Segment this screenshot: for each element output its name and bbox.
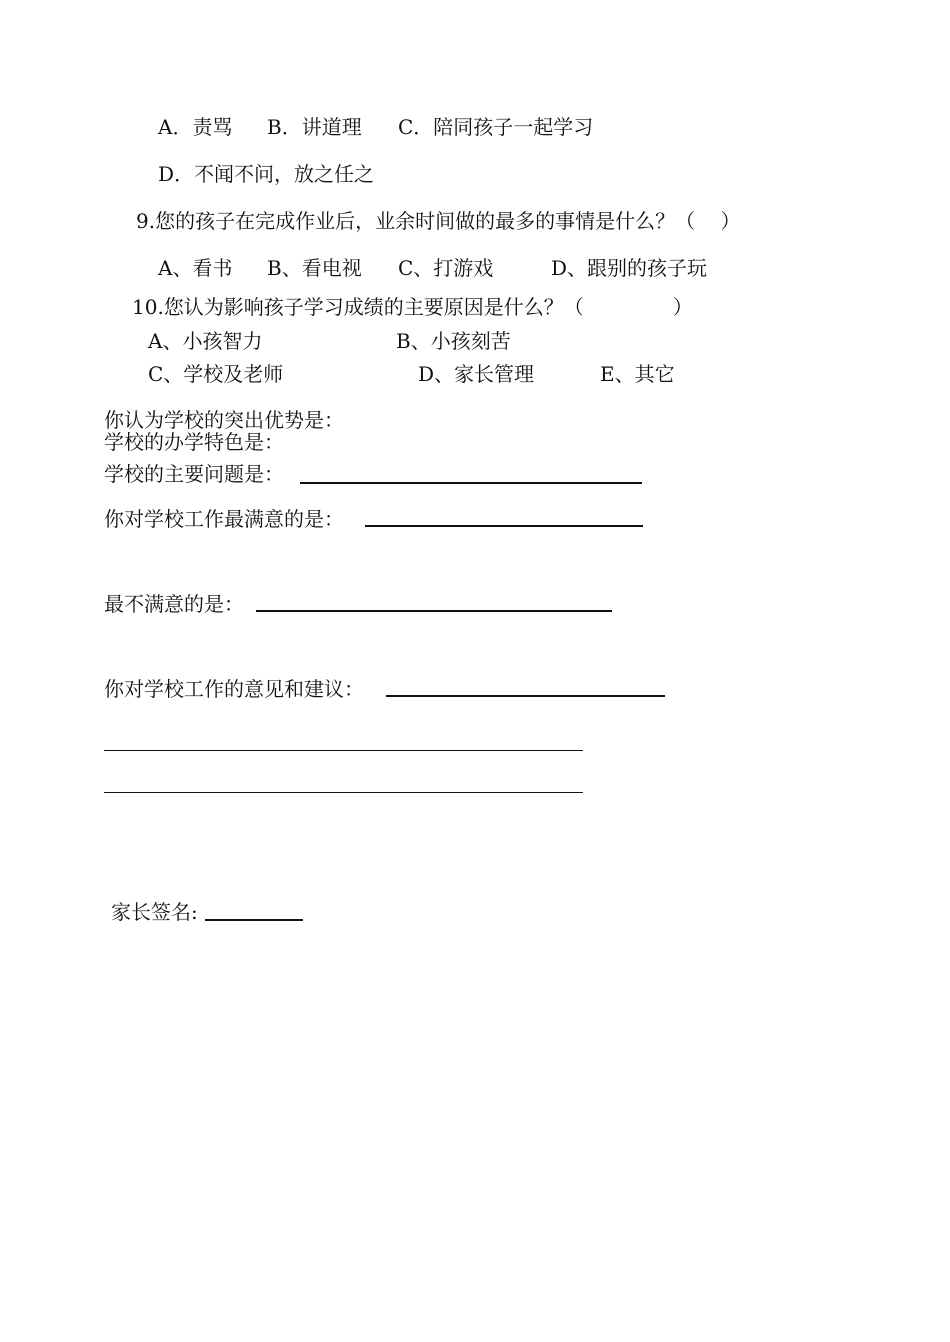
most-satisfied-label: 你对学校工作最满意的是： [104,507,344,531]
q9-question: 9.您的孩子在完成作业后，业余时间做的最多的事情是什么？（ ） [136,209,741,233]
q9-option-c: C、打游戏 [398,256,494,280]
q8-option-d: D．不闻不问，放之任之 [158,162,375,186]
least-satisfied-answer-line[interactable] [256,610,612,612]
most-satisfied-answer-line[interactable] [365,525,643,527]
suggestion-extra-line-1[interactable] [104,750,583,751]
q10-option-c: C、学校及老师 [148,362,284,386]
advantage-label: 你认为学校的突出优势是： [104,408,344,432]
feature-label: 学校的办学特色是： [104,430,284,454]
signature-line[interactable] [205,919,303,921]
q10-option-e: E、其它 [600,362,675,386]
q8-option-b: B．讲道理 [267,115,362,139]
q9-option-d: D、跟别的孩子玩 [551,256,708,280]
q9-option-a: A、看书 [158,256,233,280]
signature-label: 家长签名: [111,900,198,924]
q8-option-a: A．责骂 [158,115,233,139]
problem-answer-line[interactable] [300,482,642,484]
problem-label: 学校的主要问题是： [104,462,284,486]
suggestion-answer-line[interactable] [386,695,665,697]
q10-option-b: B、小孩刻苦 [396,329,511,353]
q10-option-d: D、家长管理 [418,362,535,386]
q10-question: 10.您认为影响孩子学习成绩的主要原因是什么？（ ） [132,295,693,319]
q9-option-b: B、看电视 [267,256,362,280]
q8-option-c: C．陪同孩子一起学习 [398,115,594,139]
q10-option-a: A、小孩智力 [148,329,263,353]
suggestion-extra-line-2[interactable] [104,792,583,793]
least-satisfied-label: 最不满意的是： [104,592,244,616]
suggestion-label: 你对学校工作的意见和建议： [104,677,364,701]
